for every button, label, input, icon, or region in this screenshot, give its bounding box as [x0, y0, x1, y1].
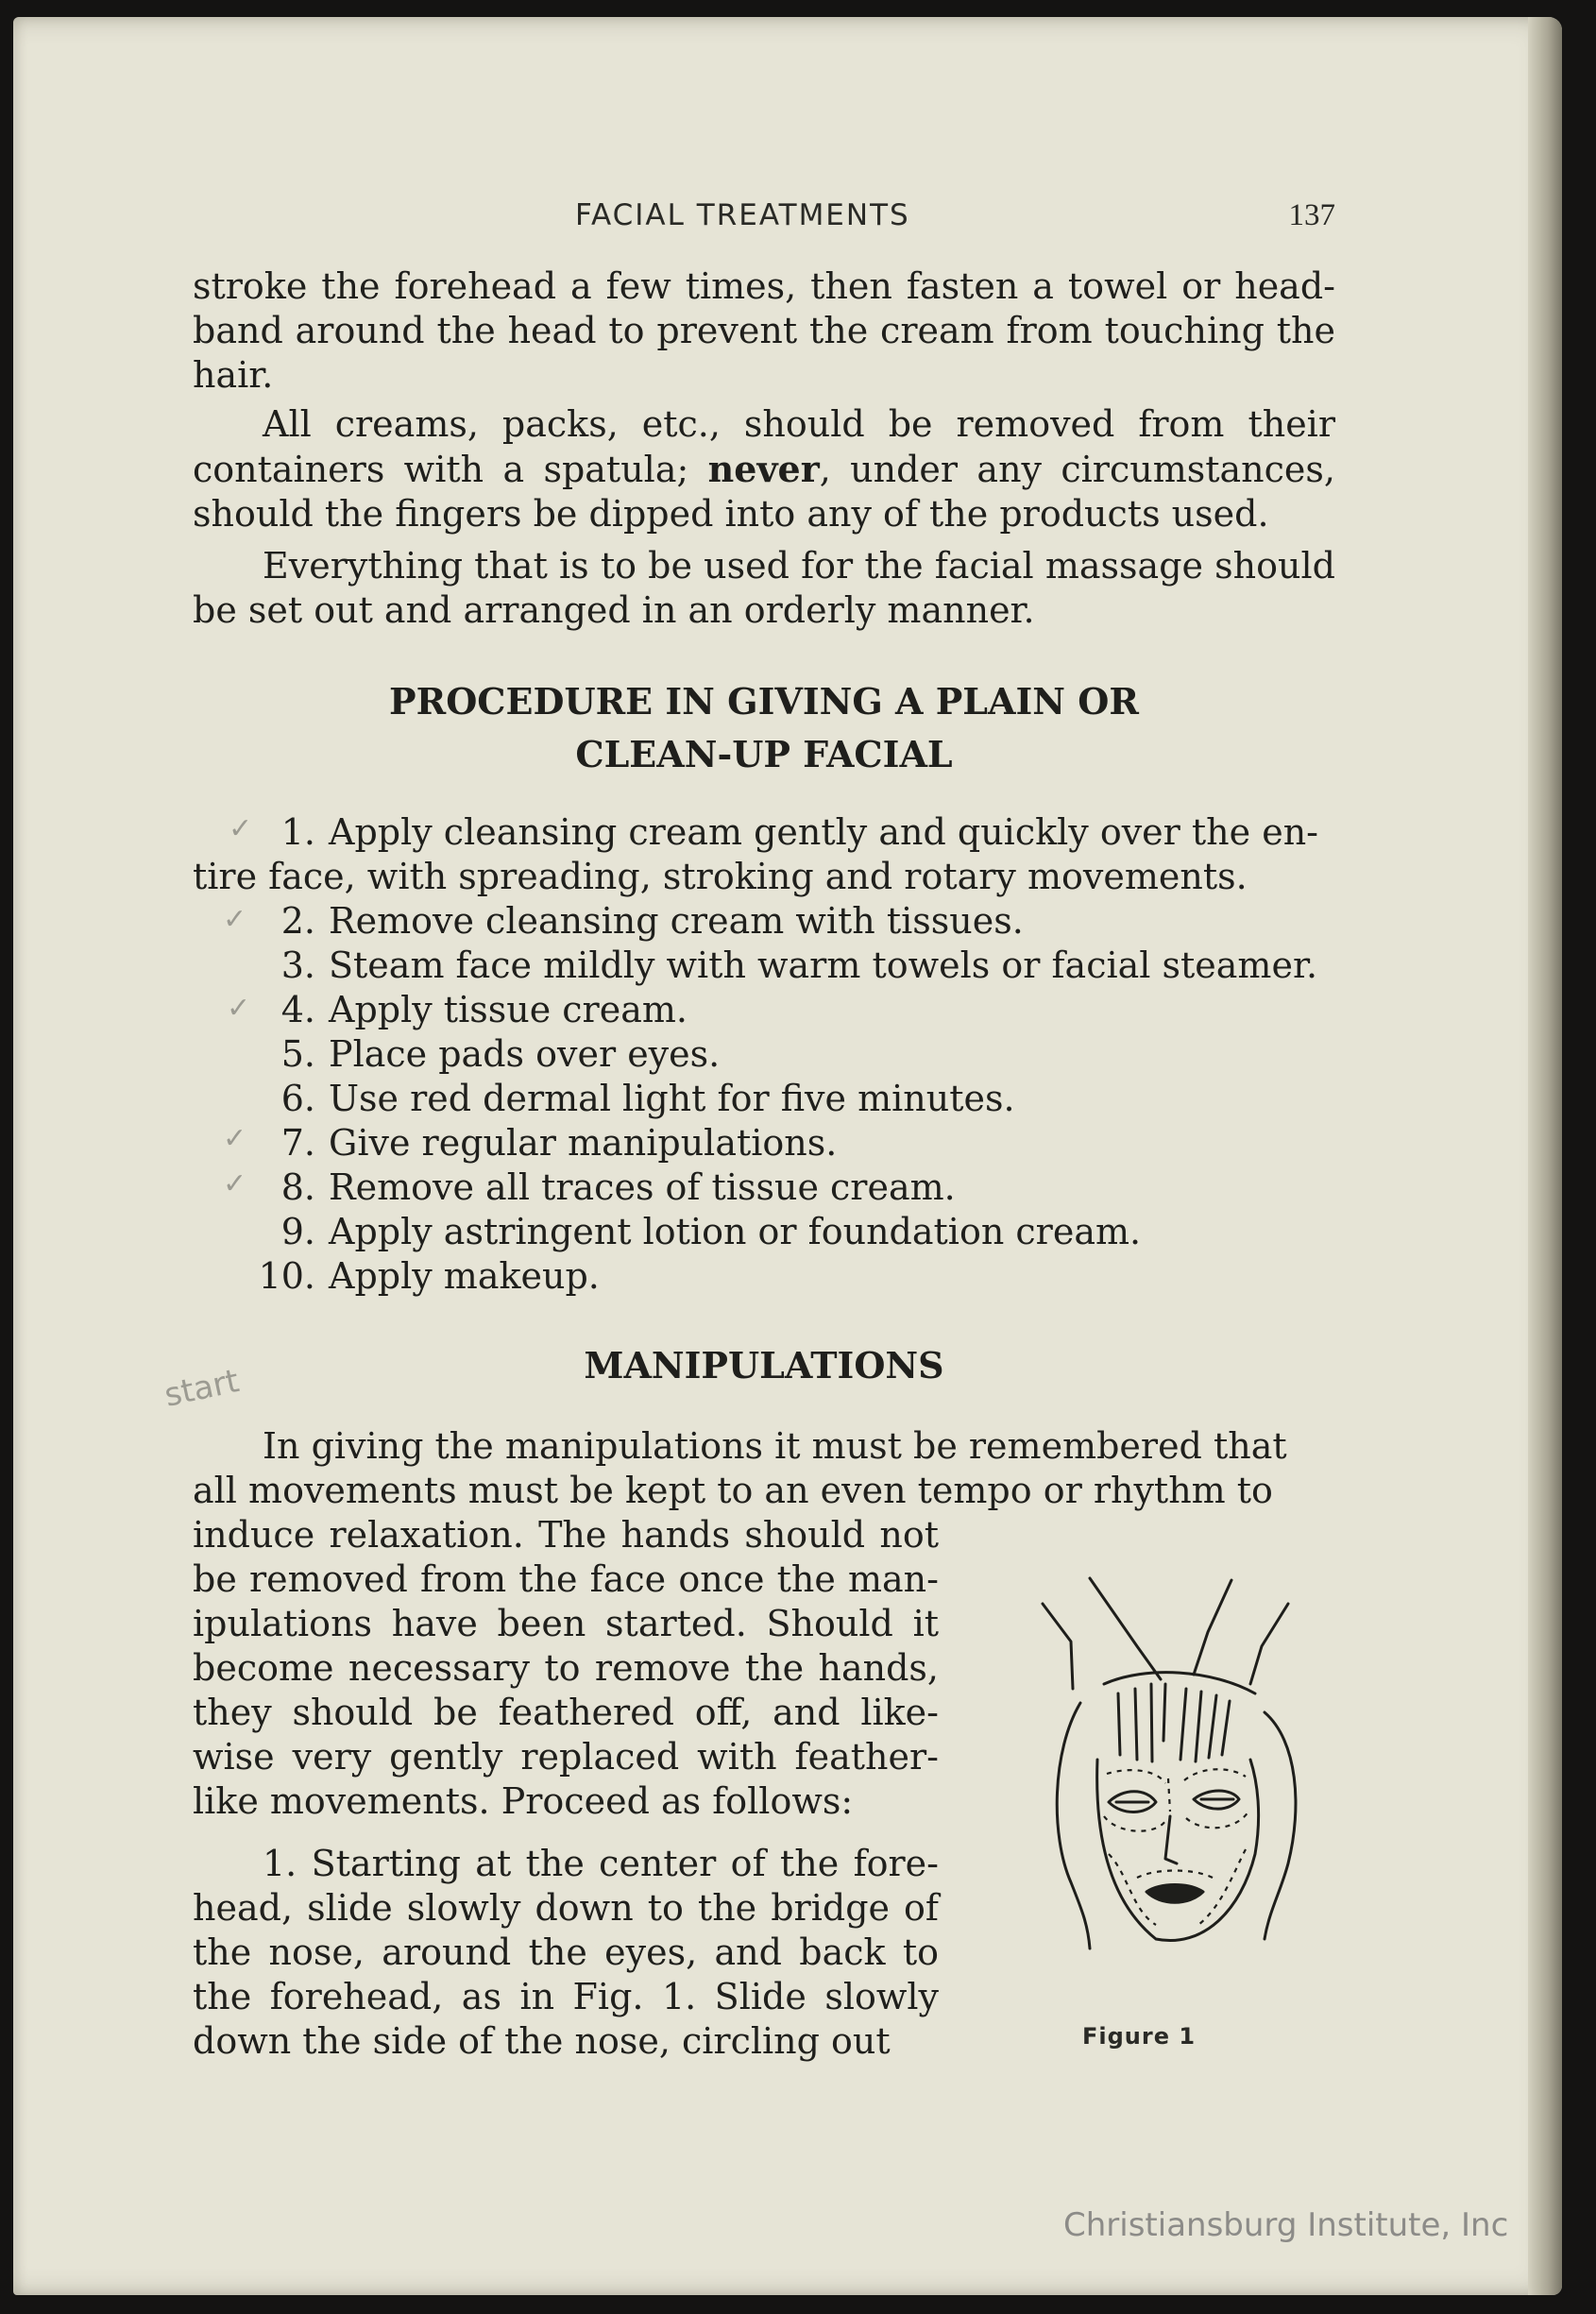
paragraph-manipulations-intro	[193, 1424, 1335, 1513]
step-text: Steam face mildly with warm towels or facial steamer.	[329, 944, 1318, 986]
procedure-heading	[193, 675, 1335, 781]
pencil-check-icon: ✓	[227, 992, 251, 1025]
step-number: 8.	[280, 1166, 315, 1208]
page-edge	[1528, 17, 1562, 2295]
procedure-heading-line2: CLEAN-UP FACIAL	[575, 733, 953, 775]
pencil-check-icon: ✓	[229, 812, 253, 845]
manipulations-heading: MANIPULATIONS	[584, 1344, 944, 1387]
paragraph-spatula-part2: , under any circumstances, should the fingers be dipped into any of the products used.	[193, 449, 1336, 535]
intro-line1-text: In giving the manipulations it must be remembered that	[263, 1425, 1287, 1467]
step-text: Use red dermal light for five minutes.	[329, 1078, 1015, 1119]
list-item	[193, 1254, 1335, 1299]
step-number: 3.	[280, 944, 315, 986]
step-text: Give regular manipulations.	[329, 1122, 838, 1164]
step-number: 2.	[280, 900, 315, 942]
step-number: 6.	[280, 1078, 315, 1119]
list-item	[193, 944, 1335, 988]
step-number: 9.	[280, 1211, 315, 1252]
paragraph-towel: stroke the forehead a few times, then fasten a towel or head-band around the head to prevent the cream from touching the hair.	[193, 265, 1335, 396]
paragraph-spatula-never: never	[707, 448, 820, 490]
step-text: Apply cleansing cream gently and quickly over the en-	[329, 811, 1319, 853]
intro-line2: all movements must be kept to an even tempo or rhythm to	[193, 1470, 1273, 1511]
paragraph-spatula	[193, 402, 1335, 536]
pencil-check-icon: ✓	[223, 903, 247, 936]
list-item	[193, 810, 1335, 855]
step-number: 4.	[280, 989, 315, 1030]
book-page	[13, 17, 1562, 2295]
procedure-steps-list	[193, 810, 1335, 1299]
pencil-note: start	[161, 1362, 243, 1415]
step-text: Apply tissue cream.	[329, 989, 688, 1030]
intro-line1	[193, 1424, 1335, 1469]
pencil-check-icon: ✓	[223, 1122, 247, 1155]
list-item	[193, 988, 1335, 1032]
list-item	[193, 1121, 1335, 1166]
pencil-check-icon: ✓	[223, 1167, 247, 1200]
paragraph-relaxation: induce relaxation. The hands should not be removed from the face once the man-ipulations have been started. Should it become necessary to remove the hands, they should be feathered off, and like-wise very gently replaced with feather-like movements. Proceed as follows:	[193, 1514, 939, 1822]
step-number: 5.	[280, 1033, 315, 1075]
step-text: Remove all traces of tissue cream.	[329, 1166, 956, 1208]
step-number: 1.	[280, 811, 315, 853]
step-text: Apply makeup.	[329, 1255, 600, 1297]
figure-caption: Figure 1	[1082, 2023, 1197, 2050]
list-item	[193, 899, 1335, 944]
list-item	[193, 1166, 1335, 1210]
list-item	[193, 1032, 1335, 1077]
step-number: 10.	[258, 1255, 315, 1297]
step-continuation: tire face, with spreading, stroking and rotary movements.	[193, 856, 1248, 897]
paragraph-spatula-part1: All creams, packs, etc., should be removed from their containers with a spatula;	[193, 403, 1335, 490]
step-text: Place pads over eyes.	[329, 1033, 721, 1075]
step-text: Remove cleansing cream with tissues.	[329, 900, 1024, 942]
paragraph-arrange: Everything that is to be used for the facial massage should be set out and arranged in an orderly manner.	[193, 545, 1335, 631]
list-item	[193, 1210, 1335, 1254]
paragraph-step-one: 1. Starting at the center of the fore-head, slide slowly down to the bridge of the nose, around the eyes, and back to the forehead, as in Fig. 1. Slide slowly down the side of the nose, circling out	[193, 1843, 939, 2062]
header-title: FACIAL TREATMENTS	[575, 198, 910, 232]
face-massage-illustration	[1014, 1552, 1326, 2005]
step-text: Apply astringent lotion or foundation cream.	[329, 1211, 1142, 1252]
watermark: Christiansburg Institute, Inc	[1063, 2206, 1509, 2244]
list-item	[193, 1077, 1335, 1121]
step-number: 7.	[280, 1122, 315, 1164]
running-header	[575, 198, 1335, 236]
page-number: 137	[1288, 198, 1335, 232]
procedure-heading-line1: PROCEDURE IN GIVING A PLAIN OR	[389, 680, 1139, 723]
